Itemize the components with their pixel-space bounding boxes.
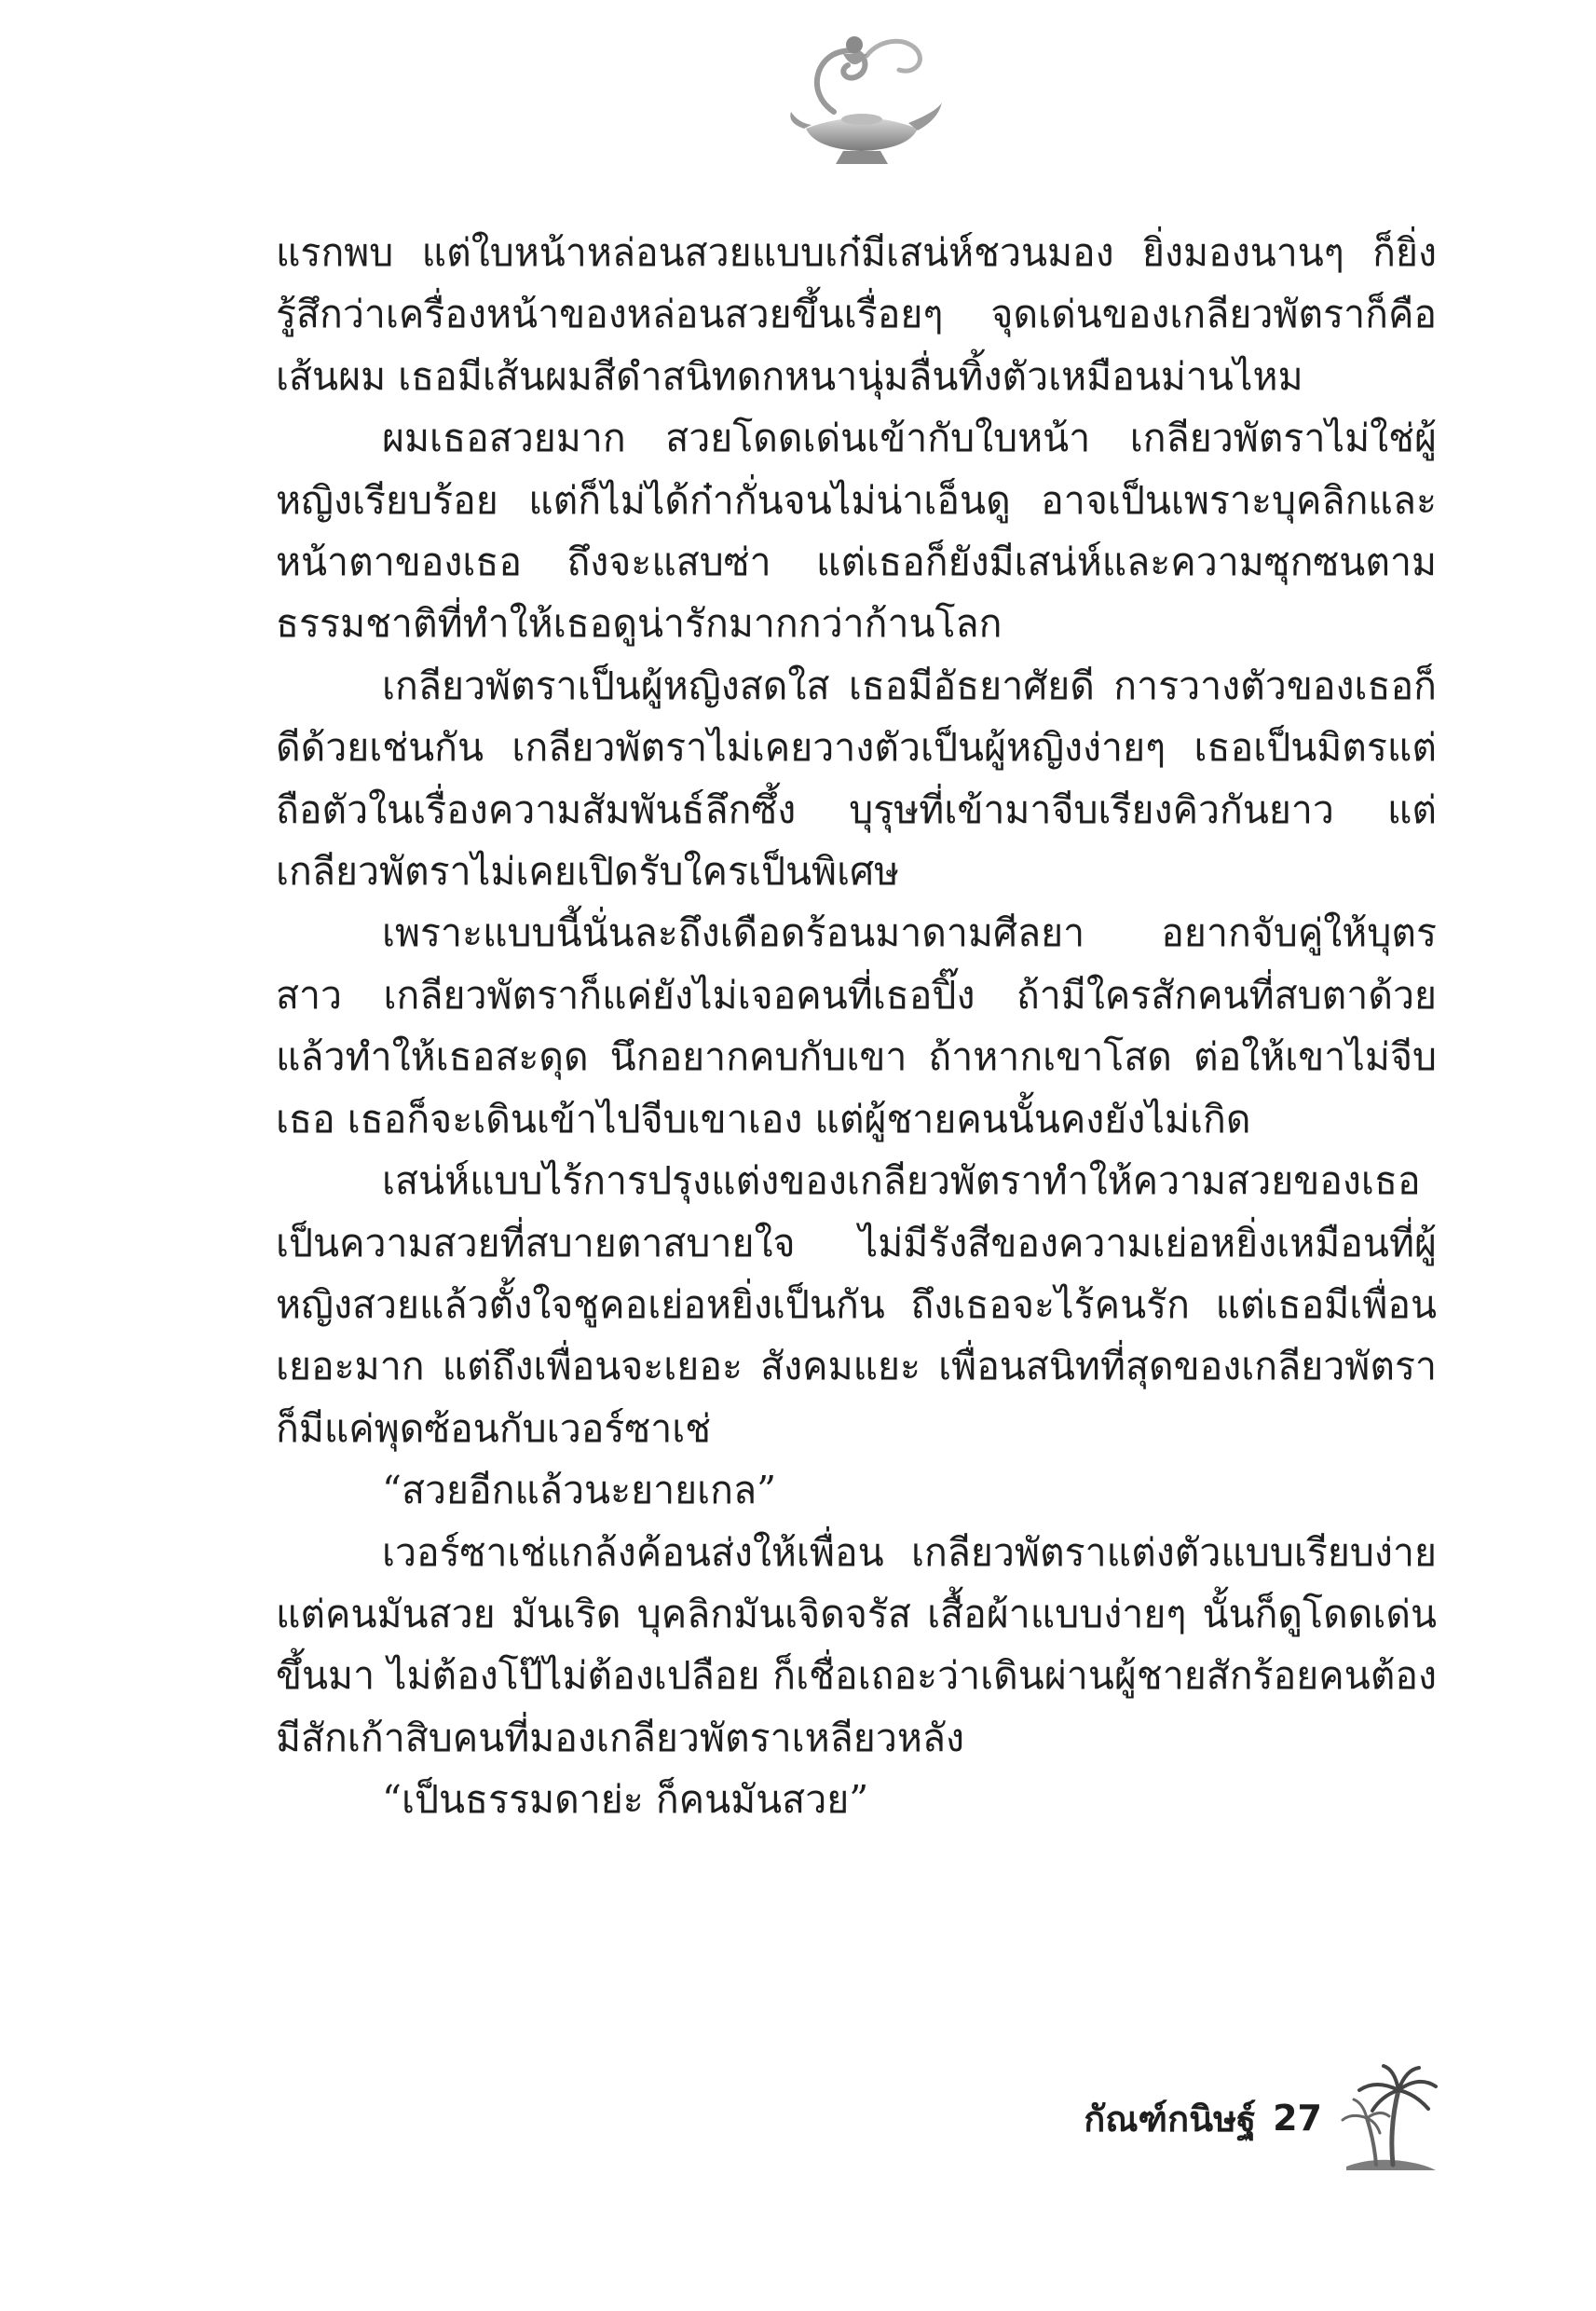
palm-tree-icon (1339, 2062, 1441, 2174)
paragraph-4: เพราะแบบนี้นั่นละถึงเดือดร้อนมาดามศีลยา อยากจับคู่ให้บุตรสาว เกลียวพัตราก็แค่ยังไม่เจอคนที่เธอปิ๊ง ถ้ามีใครสักคนที่สบตาด้วยแล้วทำให้เธอสะดุด นึกอยากคบกับเขา ถ้าหากเขาโสด ต่อให้เขาไม่จีบเธอ เธอก็จะเดินเข้าไปจีบเขาเอง แต่ผู้ชายคนนั้นคงยังไม่เกิด (276, 910, 1437, 1142)
page-footer (1084, 2058, 1441, 2179)
paragraph-5: เสน่ห์แบบไร้การปรุงแต่งของเกลียวพัตราทำให้ความสวยของเธอเป็นความสวยที่สบายตาสบายใจ ไม่มีรังสีของความเย่อหยิ่งเหมือนที่ผู้หญิงสวยแล้วตั้งใจชูคอเย่อหยิ่งเป็นกัน ถึงเธอจะไร้คนรัก แต่เธอมีเพื่อนเยอะมาก แต่ถึงเพื่อนจะเยอะ สังคมแยะ เพื่อนสนิทที่สุดของเกลียวพัตราก็มีแค่พุดซ้อนกับเวอร์ซาเช่ (276, 1158, 1437, 1451)
dialogue-2: “เป็นธรรมดาย่ะ ก็คนมันสวย” (382, 1777, 869, 1823)
dialogue-1: “สวยอีกแล้วนะยายเกล” (382, 1468, 777, 1513)
paragraph-1: แรกพบ แต่ใบหน้าหล่อนสวยแบบเก๋มีเสน่ห์ชวนมอง ยิ่งมองนานๆ ก็ยิ่งรู้สึกว่าเครื่องหน้าของหล่อนสวยขึ้นเรื่อยๆ จุดเด่นของเกลียวพัตราก็คือเส้นผม เธอมีเส้นผมสีดำสนิทดกหนานุ่มลื่นทิ้งตัวเหมือนม่านไหม (276, 230, 1437, 399)
book-title: กัณฑ์กนิษฐ์ (1084, 2098, 1257, 2140)
paragraph-6: เวอร์ซาเช่แกล้งค้อนส่งให้เพื่อน เกลียวพัตราแต่งตัวแบบเรียบง่ายแต่คนมันสวย มันเริด บุคลิกมันเจิดจรัส เสื้อผ้าแบบง่ายๆ นั้นก็ดูโดดเด่นขึ้นมา ไม่ต้องโป๊ไม่ต้องเปลือย ก็เชื่อเถอะว่าเดินผ่านผู้ชายสักร้อยคนต้องมีสักเก้าสิบคนที่มองเกลียวพัตราเหลียวหลัง (276, 1529, 1437, 1760)
genie-lamp-icon (778, 19, 946, 177)
paragraph-3: เกลียวพัตราเป็นผู้หญิงสดใส เธอมีอัธยาศัยดี การวางตัวของเธอก็ดีด้วยเช่นกัน เกลียวพัตราไม่เคยวางตัวเป็นผู้หญิงง่ายๆ เธอเป็นมิตรแต่ถือตัวในเรื่องความสัมพันธ์ลึกซึ้ง บุรุษที่เข้ามาจีบเรียงคิวกันยาว แต่เกลียวพัตราไม่เคยเปิดรับใครเป็นพิเศษ (276, 663, 1437, 895)
page-number: 27 (1273, 2098, 1322, 2139)
body-text (276, 222, 1437, 1831)
paragraph-2: ผมเธอสวยมาก สวยโดดเด่นเข้ากับใบหน้า เกลียวพัตราไม่ใช่ผู้หญิงเรียบร้อย แต่ก็ไม่ได้ก๋ากั่นจนไม่น่าเอ็นดู อาจเป็นเพราะบุคลิกและหน้าตาของเธอ ถึงจะแสบซ่า แต่เธอก็ยังมีเสน่ห์และความซุกซนตามธรรมชาติที่ทำให้เธอดูน่ารักมากกว่าก้านโลก (276, 416, 1437, 647)
